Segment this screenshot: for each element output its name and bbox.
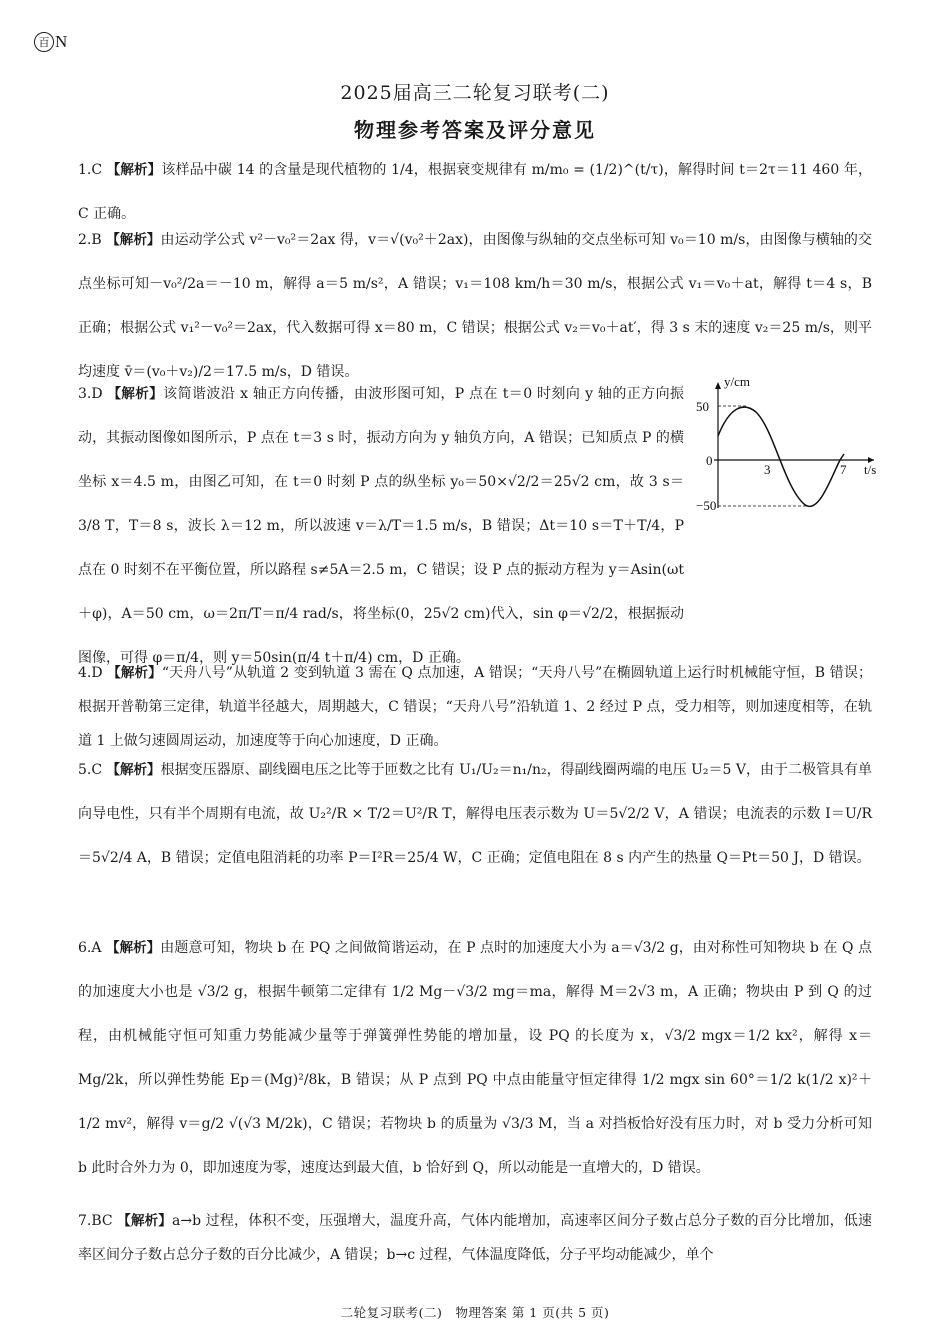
y-tick-0: 0	[706, 453, 713, 468]
answer-label: 5.C	[78, 762, 103, 778]
answer-item-2	[78, 218, 872, 394]
answer-text: 由运动学公式 v²－v₀²＝2ax 得，v＝√(v₀²＋2ax)，由图像与纵轴的交点坐标可知 v₀＝10 m/s，由图像与横轴的交点坐标可知－v₀²/2a＝－10 m，解得 a＝5 m/s²，A 错误；v₁＝108 km/h＝30 m/s，根据公式 v₁＝v₀＋at，解得 t＝4 s，B 正确；根据公式 v₁²－v₀²＝2ax，代入数据可得 x＝80 m，C 错误；根据公式 v₂＝v₀＋at′，得 3 s 末的速度 v₂＝25 m/s，则平均速度 v̄＝(v₀＋v₂)/2＝17.5 m/s，D 错误。	[78, 232, 873, 380]
y-axis-label: y/cm	[724, 376, 750, 389]
answer-item-4	[78, 656, 872, 758]
answer-text: 该简谐波沿 x 轴正方向传播，由波形图可知，P 点在 t＝0 时刻向 y 轴的正方向振动，其振动图像如图所示，P 点在 t＝3 s 时，振动方向为 y 轴负方向，A 错误；已知质点 P 的横坐标 x＝4.5 m，由图乙可知，在 t＝0 时刻 P 点的纵坐标 y₀＝50×√2/2＝25√2 cm，故 3 s＝3/8 T，T＝8 s，波长 λ＝12 m，所以波速 v＝λ/T＝1.5 m/s，B 错误；Δt＝10 s＝T＋T/4，P 点在 0 时刻不在平衡位置，所以路程 s≠5A＝2.5 m，C 错误；设 P 点的振动方程为 y＝Asin(ωt＋φ)，A＝50 cm，ω＝2π/T＝π/4 rad/s，将坐标(0，25√2 cm)代入，sin φ＝√2/2，根据振动图像，可得 φ＝π/4，则 y＝50sin(π/4 t＋π/4) cm，D 正确。	[78, 386, 684, 666]
logo-letter: N	[55, 32, 68, 51]
analysis-tag: 【解析】	[107, 665, 162, 681]
x-axis-label: t/s	[864, 462, 877, 477]
analysis-tag: 【解析】	[106, 940, 161, 956]
answer-item-3	[78, 372, 684, 680]
y-axis-arrow	[715, 382, 721, 389]
exam-title: 2025届高三二轮复习联考(二)	[340, 82, 610, 104]
answer-label: 7.BC	[78, 1213, 113, 1229]
answer-text: 该样品中碳 14 的含量是现代植物的 1/4，根据衰变规律有 m/m₀ = (1/2)^(t/τ)，解得时间 t＝2τ＝11 460 年，C 正确。	[78, 162, 872, 222]
logo-circle: 百	[34, 32, 54, 52]
page-footer: 二轮复习联考(二) 物理答案 第 1 页(共 5 页)	[340, 1305, 610, 1320]
vibration-graph	[694, 376, 884, 516]
analysis-tag: 【解析】	[106, 162, 162, 178]
answer-item-5	[78, 748, 872, 880]
analysis-tag: 【解析】	[106, 232, 161, 248]
answer-text: 由题意可知，物块 b 在 PQ 之间做简谐运动，在 P 点时的加速度大小为 a＝√3/2 g，由对称性可知物块 b 在 Q 点的加速度大小也是 √3/2 g，根据牛顿第二定律有 1/2 Mg－√3/2 mg＝ma，解得 M＝2√3 m，A 正确；物块由 P 到 Q 的过程，由机械能守恒可知重力势能减少量等于弹簧弹性势能的增加量，设 PQ 的长度为 x，√3/2 mgx＝1/2 kx²，解得 x＝Mg/2k，所以弹性势能 Ep＝(Mg)²/8k，B 错误；从 P 点到 PQ 中点由能量守恒定律得 1/2 mgx sin 60°＝1/2 k(1/2 x)²＋1/2 mv²，解得 v＝g/2 √(√3 M/2k)，C 错误；若物块 b 的质量为 √3/3 M，当 a 对挡板恰好没有压力时，对 b 受力分析可知 b 此时合外力为 0，即加速度为零，速度达到最大值，b 恰好到 Q，所以动能是一直增大的，D 错误。	[78, 940, 872, 1176]
publisher-logo	[34, 32, 67, 52]
analysis-tag: 【解析】	[106, 762, 161, 778]
answer-key-title: 物理参考答案及评分意见	[354, 118, 596, 142]
answer-text: “天舟八号”从轨道 2 变到轨道 3 需在 Q 点加速，A 错误；“天舟八号”在椭圆轨道上运行时机械能守恒，B 错误；根据开普勒第三定律，轨道半径越大，周期越大，C 错误；“天舟八号”沿轨道 1、2 经过 P 点，受力相等，则加速度相等，在轨道 1 上做匀速圆周运动，加速度等于向心加速度，D 正确。	[78, 665, 873, 749]
answer-label: 3.D	[78, 386, 103, 402]
analysis-tag: 【解析】	[107, 386, 164, 402]
answer-text: a→b 过程，体积不变，压强增大，温度升高，气体内能增加，高速率区间分子数占总分子数的百分比增加，低速率区间分子数占总分子数的百分比减少，A 错误；b→c 过程，气体温度降低，分子平均动能减少，单个	[78, 1213, 873, 1263]
answer-item-7	[78, 1204, 872, 1272]
analysis-tag: 【解析】	[117, 1213, 172, 1229]
answer-label: 4.D	[78, 665, 103, 681]
answer-label: 1.C	[78, 162, 103, 178]
y-tick-neg50: −50	[696, 498, 717, 513]
answer-text: 根据变压器原、副线圈电压之比等于匝数之比有 U₁/U₂＝n₁/n₂，得副线圈两端的电压 U₂＝5 V，由于二极管具有单向导电性，只有半个周期有电流，故 U₂²/R × T/2＝U²/R T，解得电压表示数为 U＝5√2/2 V，A 错误；电流表的示数 I＝U/R＝5√2/4 A，B 错误；定值电阻消耗的功率 P＝I²R＝25/4 W，C 正确；定值电阻在 8 s 内产生的热量 Q＝Pt＝50 J，D 错误。	[78, 762, 873, 866]
sine-curve	[718, 407, 844, 506]
x-tick-7: 7	[840, 462, 847, 477]
y-tick-50: 50	[696, 399, 709, 414]
answer-item-6	[78, 926, 872, 1190]
answer-label: 2.B	[78, 232, 102, 248]
x-tick-3: 3	[764, 462, 771, 477]
answer-label: 6.A	[78, 940, 102, 956]
